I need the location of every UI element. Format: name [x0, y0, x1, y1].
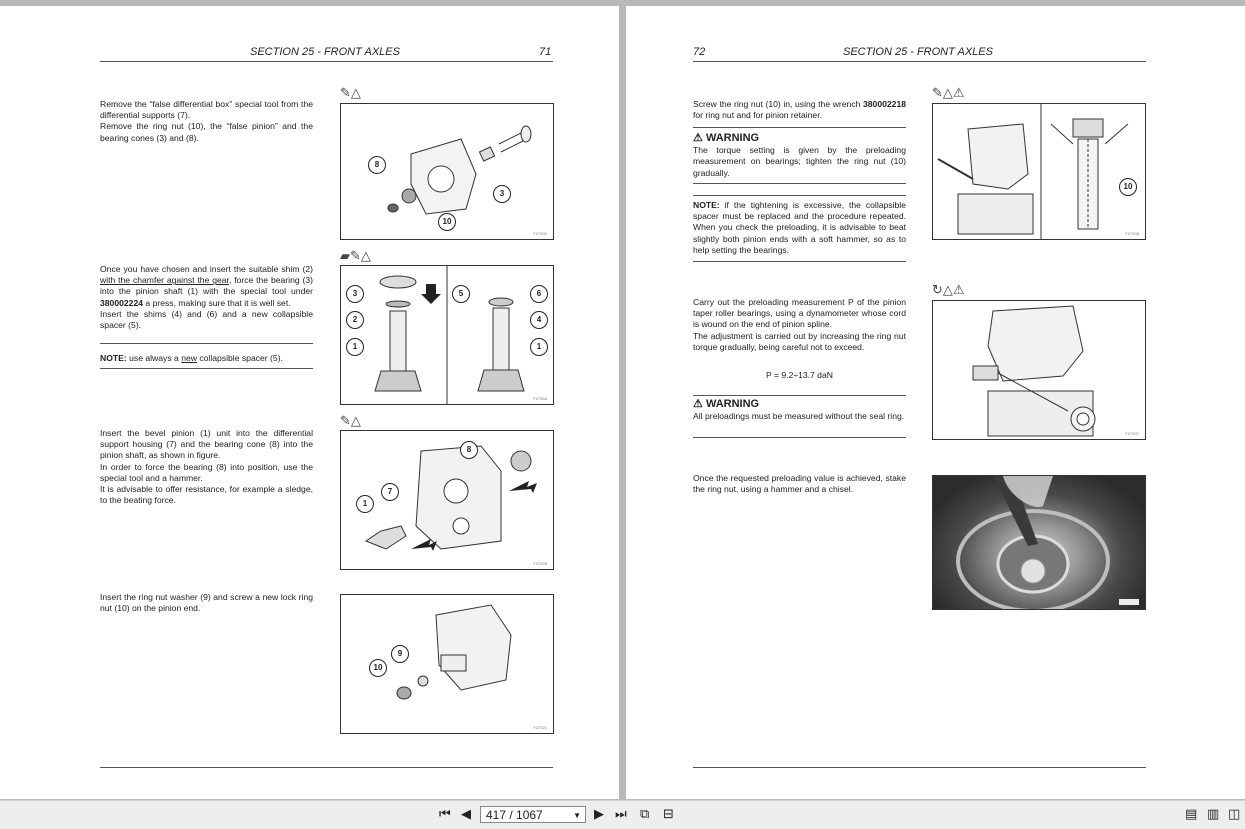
callout-4: 4: [530, 311, 548, 329]
dropdown-arrow-icon[interactable]: ▼: [573, 811, 581, 820]
callout-10: 10: [438, 213, 456, 231]
header-rule: [100, 61, 553, 62]
page-number: 72: [693, 46, 706, 58]
pinion-shaft-illustration: [341, 266, 553, 404]
figure-code: F27534: [533, 396, 547, 401]
fit-width-icon[interactable]: ⊟: [663, 807, 674, 822]
step2-note: NOTE: use always a new collapsible spacer (5).: [100, 353, 283, 363]
dynamometer-illustration: [933, 301, 1145, 439]
last-page-icon[interactable]: ⏭: [615, 807, 627, 822]
fit-page-icon[interactable]: ⧉: [640, 807, 650, 822]
note-rule-top: [693, 195, 906, 196]
figure-27536: [932, 103, 1146, 240]
right-page: [626, 6, 1245, 799]
footer-rule: [100, 767, 553, 768]
note-rule-bottom: [693, 261, 906, 262]
step4-text: Insert the ring nut washer (9) and screw a new lock ring nut (10) on the pinion end.: [100, 592, 313, 614]
warning-icon: ⚠: [693, 398, 703, 410]
single-page-view-icon[interactable]: ▤: [1185, 807, 1198, 822]
step2-text: Once you have chosen and insert the suitable shim (2) with the chamfer against the gear, force the bearing (3) into the pinion shaft (1) with the special tool under 380002224 a press, making sure that it is well set. Insert the shims (4) and (6) and a new collapsible spacer (5).: [100, 264, 313, 331]
note-rule-bottom: [100, 368, 313, 369]
figure-27535: [340, 430, 554, 570]
warning-rule-bottom: [693, 437, 906, 438]
continuous-view-icon[interactable]: ▥: [1207, 807, 1220, 822]
callout-3: 3: [346, 285, 364, 303]
callout-1: 1: [530, 338, 548, 356]
page-number: 71: [539, 46, 552, 58]
callout-10: 10: [1119, 178, 1137, 196]
figure-code: F27535: [533, 561, 547, 566]
callout-6: 6: [530, 285, 548, 303]
figure-27534: [340, 265, 554, 405]
callout-8: 8: [368, 156, 386, 174]
two-page-view-icon[interactable]: ◫: [1228, 807, 1241, 822]
callout-9: 9: [391, 645, 409, 663]
callout-1: 1: [346, 338, 364, 356]
callout-8: 8: [460, 441, 478, 459]
warning-rule-top: [693, 127, 906, 128]
step3-text: Insert the bevel pinion (1) unit into the differential support housing (7) and the bearing cone (8) into the pinion shaft, as shown in figure. In order to force the bearing (8) into position, use the special tool and a hammer. It is advisable to offer resistance, for example a sledge, to the beating force.: [100, 428, 313, 506]
page-number-input[interactable]: 417 / 1067 ▼: [480, 806, 586, 823]
press-symbol-icon: ▰✎△: [340, 249, 371, 264]
section-header: SECTION 25 - FRONT AXLES: [250, 46, 400, 58]
tool-warning-icon: ✎△⚠: [932, 86, 965, 101]
warning-box: ⚠ WARNING The torque setting is given by the preloading measurement on bearings; tighten the ring nut (10) gradually.: [693, 132, 906, 178]
warning-icon: ⚠: [693, 132, 703, 144]
section-header: SECTION 25 - FRONT AXLES: [843, 46, 993, 58]
footer-rule: [693, 767, 1146, 768]
figure-code: F27521: [533, 725, 547, 730]
preload-formula: P = 9.2÷13.7 daN: [766, 370, 833, 380]
figure-27537: [932, 300, 1146, 440]
next-page-icon[interactable]: ▶: [594, 807, 604, 822]
figure-27530: [340, 103, 554, 240]
step3-text: Once the requested preloading value is achieved, stake the ring nut, using a hammer and a chisel.: [693, 473, 906, 495]
viewer-toolbar: [0, 800, 1245, 829]
warning-rule-bottom: [693, 183, 906, 184]
tool-symbol-icon: ✎△: [340, 86, 361, 101]
warning-box: ⚠ WARNING All preloadings must be measured without the seal ring.: [693, 398, 905, 422]
tool-symbol-icon: ✎△: [340, 414, 361, 429]
callout-2: 2: [346, 311, 364, 329]
callout-1: 1: [356, 495, 374, 513]
dynamometer-warning-icon: ↻△⚠: [932, 283, 965, 298]
figure-code: F27537: [1125, 431, 1139, 436]
staking-photo: [932, 475, 1146, 610]
left-page: [0, 6, 619, 799]
figure-code: F27530: [533, 231, 547, 236]
callout-7: 7: [381, 483, 399, 501]
ring-nut-wrench-illustration: [933, 104, 1145, 239]
step1-text: Remove the “false differential box” special tool from the differential supports (7). Remove the ring nut (10), the “false pinion” and the bearing cones (3) and (8).: [100, 99, 313, 143]
first-page-icon[interactable]: ⏮: [439, 807, 451, 822]
prev-page-icon[interactable]: ◀: [461, 807, 471, 822]
header-rule: [693, 61, 1146, 62]
step1-note: NOTE: if the tightening is excessive, the collapsible spacer must be replaced and the procedure repeated. When you check the preloading, it is advisable to beat slightly both pinion ends with a soft hammer, so as to help setting the bearings.: [693, 200, 906, 255]
figure-27521: [340, 594, 554, 734]
note-rule-top: [100, 343, 313, 344]
step2-text: Carry out the preloading measurement P of the pinion taper roller bearings, using a dynamometer whose cord is wound on the end of pinion spline. The adjustment is carried out by increasing the ring nut torque gradually, being careful not to exceed.: [693, 297, 906, 352]
figure-code: F27536: [1125, 231, 1139, 236]
step1-text: Screw the ring nut (10) in, using the wrench 380002218 for ring nut and for pinion retainer.: [693, 99, 906, 121]
callout-5: 5: [452, 285, 470, 303]
callout-10: 10: [369, 659, 387, 677]
callout-3: 3: [493, 185, 511, 203]
staking-photo-image: [933, 476, 1145, 609]
